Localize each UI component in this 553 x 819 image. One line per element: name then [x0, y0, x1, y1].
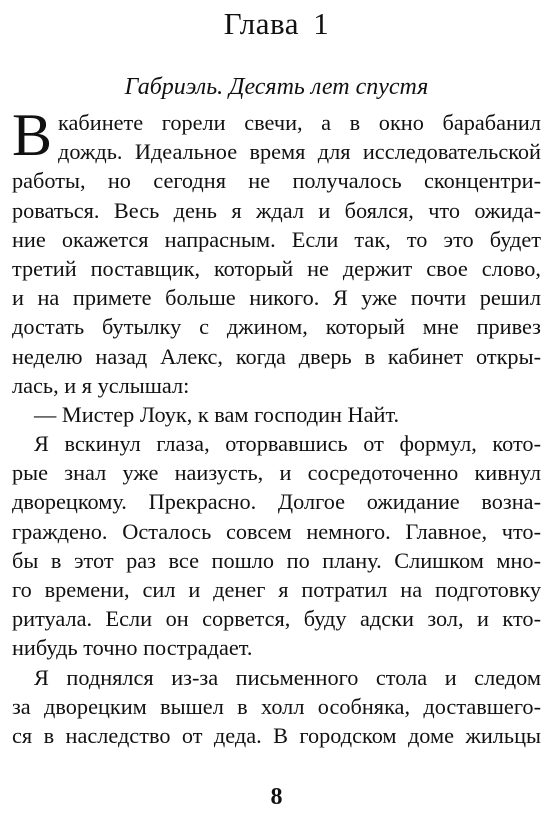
text-line: ся в наследство от деда. В городском доме жильцы	[12, 722, 541, 748]
text-line: ритуала. Если он сорвется, буду адски зол, и кто-	[12, 606, 541, 632]
text-line: лась, и я услышал:	[12, 372, 190, 398]
text-line: работы, но сегодня не получалось сконцентри-	[12, 168, 541, 194]
text-line: граждено. Осталось совсем немного. Главное, что-	[12, 518, 541, 544]
text-line: достать бутылку с джином, который мне привез	[12, 314, 541, 340]
text-line: ние окажется напрасным. Если так, то это будет	[12, 226, 541, 252]
text-line: за дворецким вышел в холл особняка, доставшего-	[12, 693, 541, 719]
text-line: и на примете больше никого. Я уже почти решил	[12, 285, 541, 311]
text-line: Я поднялся из-за письменного стола и следом	[34, 664, 541, 690]
text-line: Я вскинул глаза, оторвавшись от формул, кото-	[34, 431, 541, 457]
dropcap-paragraph-start	[12, 102, 541, 168]
text-line: рые знал уже наизусть, и сосредоточенно кивнул	[12, 460, 541, 486]
text-line: го времени, сил и денег я потратил на подготовку	[12, 577, 541, 602]
chapter-subtitle: Габриэль. Десять лет спустя	[124, 74, 429, 100]
page-number: 8	[270, 784, 283, 810]
book-page	[12, 0, 541, 819]
text-line: нибудь точно пострадает.	[12, 635, 253, 661]
chapter-title: Глава 1	[223, 6, 330, 41]
text-line: неделю назад Алекс, когда дверь в кабинет откры-	[12, 343, 541, 369]
text-line: третий поставщик, который не держит свое слово,	[12, 255, 541, 281]
text-line: роваться. Весь день я ждал и боялся, что ожида-	[12, 197, 541, 223]
text-line: бы в этот раз все пошло по плану. Слишком мно-	[12, 547, 541, 573]
dialogue-line: — Мистер Лоук, к вам господин Найт.	[34, 401, 400, 427]
text-line: дворецкому. Прекрасно. Долгое ожидание возна-	[12, 489, 541, 515]
drop-cap: В	[12, 102, 53, 168]
text-line: кабинете горели свечи, а в окно барабанил	[58, 110, 541, 135]
text-line: дождь. Идеальное время для исследовательской	[58, 139, 541, 165]
body-text	[12, 102, 541, 750]
